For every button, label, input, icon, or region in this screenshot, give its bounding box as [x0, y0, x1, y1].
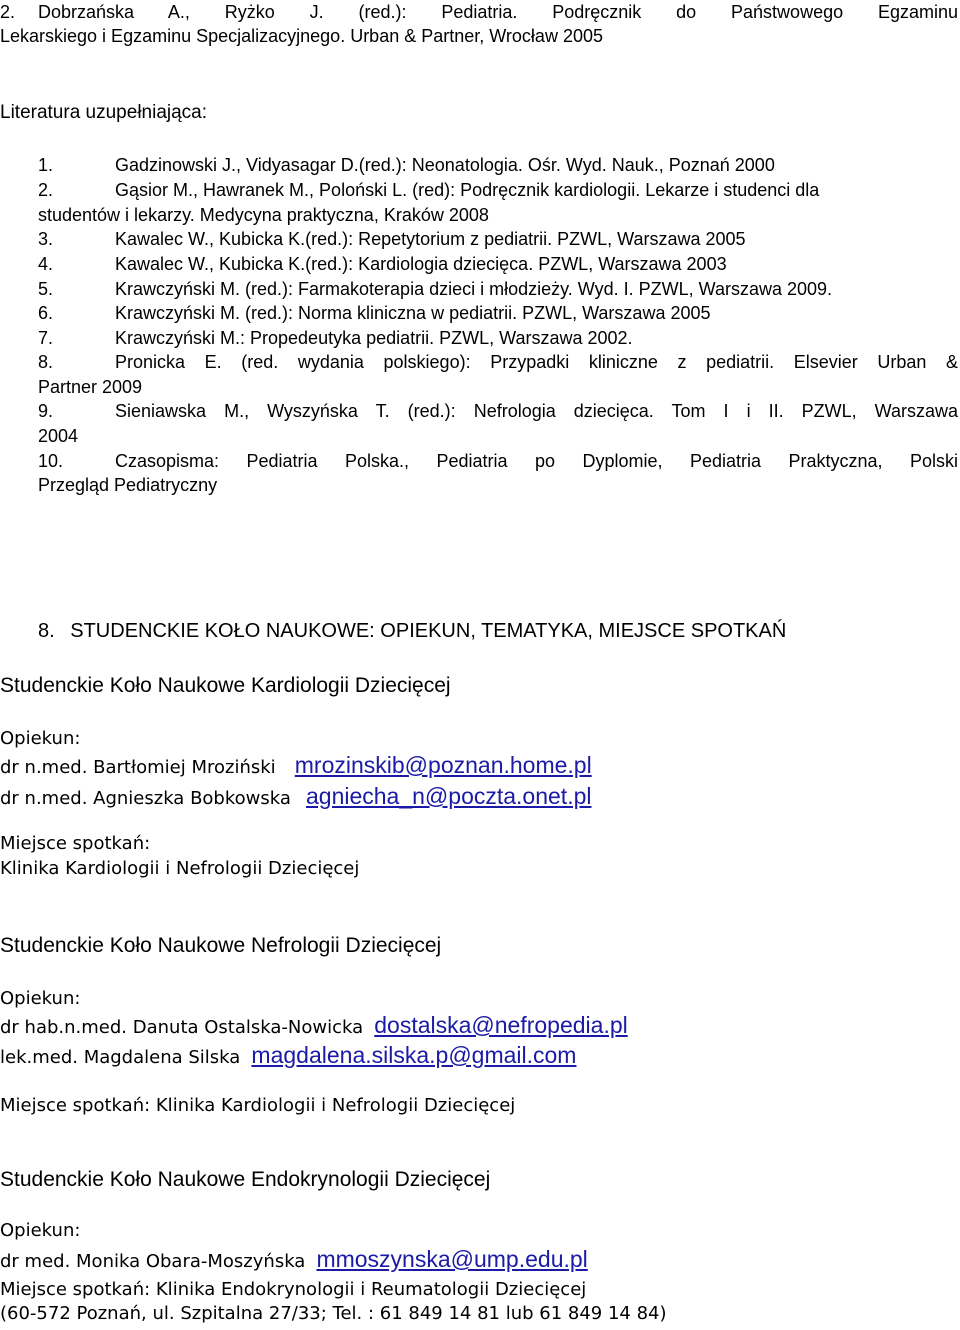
list-item-continued: Przegląd Pediatryczny [38, 475, 218, 495]
place-label: Miejsce spotkań: [0, 833, 151, 854]
supervisor-name: dr med. Monika Obara-Moszyńska [0, 1251, 306, 1272]
supervisor-row [0, 1042, 576, 1069]
supervisor-email-link[interactable]: magdalena.silska.p@gmail.com [251, 1042, 577, 1068]
circle-name: Studenckie Koło Naukowe Kardiologii Dziecięcej [0, 674, 451, 697]
supervisor-name: dr n.med. Agnieszka Bobkowska [0, 788, 291, 809]
supervisor-row [0, 783, 592, 810]
list-item-text: Czasopisma: Pediatria Polska., Pediatria po Dyplomie, Pediatria Praktyczna, Polski [115, 451, 958, 471]
reference-number: 2. [0, 2, 16, 22]
section-heading [38, 620, 786, 643]
place-line: Miejsce spotkań: Klinika Kardiologii i Nefrologii Dziecięcej [0, 1095, 516, 1116]
supervisor-name: dr hab.n.med. Danuta Ostalska-Nowicka [0, 1017, 364, 1038]
section-number: 8. [38, 620, 55, 642]
circle-name: Studenckie Koło Naukowe Nefrologii Dziecięcej [0, 934, 442, 957]
document-page: 2. Dobrzańska A., Ryżko J. (red.): Pediatria. Podręcznik do Państwowego Egzaminu Lekarskiego i Egzaminu Specjalizacyjnego. Urban & Partner, Wrocław 2005 Literatura uzupełniająca: 1. Gadzinowski J., Vidyasagar D.(red.): Neonatologia. Ośr. Wyd. Nauk., Poznań 2000 2. Gąsior M., Hawranek M., Poloński L. (red): Podręcznik kardiologii. Lekarze i studenci dla studentów i lekarzy. Medycyna praktyczna, Kraków 2008 3. Kawalec W., Kubicka K.(red.): Repetytorium z pediatrii. PZWL, Warszawa 2005 4. Kawalec W., Kubicka K.(red.): Kardiologia dziecięca. PZWL, Warszawa 2003 5. Krawczyński M. (red.): Farmakoterapia dzieci i młodzieży. Wyd. I. PZWL, Warszawa 2009. 6. Krawczyński M. (red.): Norma kliniczna w pediatrii. PZWL, Warszawa 2005 7. Krawczyński M.: Propedeutyka pediatrii. PZWL, Warszawa 2002. 8. Pronicka E. (red. wydania polskiego): Przypadki kliniczne z pediatrii. Elsevier Urban & Partner 2009 9. Sieniawska M., Wyszyńska T. (red.): Nefrologia dziecięca. Tom I i II. PZWL, Warszawa 2004 10. Czasopisma: Pediatria Polska., Pediatria po Dyplomie, Pediatria Praktyczna, Polski Przegląd Pediatryczny 8. STUDENCKIE KOŁO NAUKOWE: OPIEKUN, TEMATYKA, MIEJSCE SPOTKAŃ Studenckie Koło Naukowe Kardiologii Dziecięcej Opiekun: dr n.med. Bartłomiej Mroziński mrozinskib@poznan.home.pl dr n.med. Agnieszka Bobkowska agniecha_n@poczta.onet.pl Miejsce spotkań: Klinika Kardiologii i Nefrologii Dziecięcej Studenckie Koło Naukowe Nefrologii Dziecięcej Opiekun: dr hab.n.med. Danuta Ostalska-Nowicka dostalska@nefropedia.pl lek.med. Magdalena Silska magdalena.silska.p@gmail.com Miejsce spotkań: Klinika Kardiologii i Nefrologii Dziecięcej Studenckie Koło Naukowe Endokrynologii Dziecięcej Opiekun: dr med. Monika Obara-Moszyńska mmoszynska@ump.edu.pl Miejsce spotkań: Klinika Endokrynologii i Reumatologii Dziecięcej (60-572 Poznań, ul. Szpitalna 27/33; Tel. : 61 849 14 81 lub 61 849 14 84) [0, 2, 958, 1324]
list-item-text: Pronicka E. (red. wydania polskiego): Przypadki kliniczne z pediatrii. Elsevier Urban & [115, 352, 958, 372]
supervisor-label: Opiekun: [0, 728, 81, 749]
address: (60-572 Poznań, ul. Szpitalna 27/33; Tel. : 61 849 14 81 lub 61 849 14 84) [0, 1303, 667, 1324]
supplementary-heading: Literatura uzupełniająca: [0, 102, 208, 123]
reference-text-continued: Lekarskiego i Egzaminu Specjalizacyjnego. Urban & Partner, Wrocław 2005 [0, 26, 603, 46]
supervisor-name: lek.med. Magdalena Silska [0, 1047, 241, 1068]
supervisor-row [0, 752, 592, 779]
circle-name: Studenckie Koło Naukowe Endokrynologii Dziecięcej [0, 1168, 491, 1191]
supervisor-label: Opiekun: [0, 988, 81, 1009]
supervisor-row [0, 1012, 628, 1039]
supervisor-email-link[interactable]: mmoszynska@ump.edu.pl [316, 1246, 588, 1272]
section-title: STUDENCKIE KOŁO NAUKOWE: OPIEKUN, TEMATYKA, MIEJSCE SPOTKAŃ [70, 620, 787, 642]
supervisor-email-link[interactable]: dostalska@nefropedia.pl [374, 1012, 628, 1038]
supervisor-label: Opiekun: [0, 1220, 81, 1241]
list-item-text: Sieniawska M., Wyszyńska T. (red.): Nefrologia dziecięca. Tom I i II. PZWL, Warszawa [115, 401, 958, 421]
list-item-continued: 2004 [38, 426, 79, 446]
list-item-continued: studentów i lekarzy. Medycyna praktyczna, Kraków 2008 [38, 205, 489, 225]
supervisor-email-link[interactable]: mrozinskib@poznan.home.pl [294, 752, 592, 778]
supervisor-row [0, 1246, 588, 1273]
list-item-continued: Partner 2009 [38, 377, 143, 397]
place-value: Klinika Kardiologii i Nefrologii Dziecięcej [0, 858, 360, 879]
supervisor-email-link[interactable]: agniecha_n@poczta.onet.pl [305, 783, 592, 809]
supervisor-name: dr n.med. Bartłomiej Mroziński [0, 757, 276, 778]
place-line: Miejsce spotkań: Klinika Endokrynologii i Reumatologii Dziecięcej [0, 1279, 587, 1300]
reference-text: Dobrzańska A., Ryżko J. (red.): Pediatria. Podręcznik do Państwowego Egzaminu [38, 2, 958, 22]
